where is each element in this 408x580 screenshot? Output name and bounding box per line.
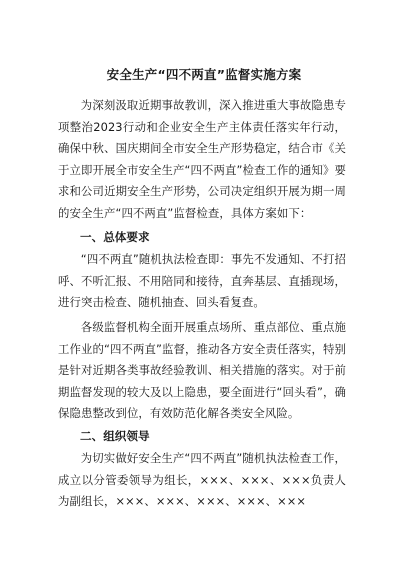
- intro-paragraph: 为深刻汲取近期事故教训，深入推进重大事故隐患专项整治2023行动和企业安全生产主体责任落实年行动，确保中秋、国庆期间全市安全生产形势稳定，结合市《关于立即开展全市安全生产“四不两直”检查工作的通知》要求和公司近期安全生产形势，公司决定组织开展为期一周的安全生产“四不两直”监督检查，具体方案如下：: [58, 98, 346, 220]
- section-heading-organization-leadership: 二、组织领导: [80, 429, 150, 443]
- paragraph-four-nots-definition: “四不两直”随机执法检查即：事先不发通知、不打招呼、不听汇报、不用陪同和接待，直奔基层、直插现场，进行突击检查、随机抽查、回头看复查。: [58, 252, 346, 310]
- document-title: 安全生产“四不两直”监督实施方案: [106, 67, 302, 82]
- paragraph-supervision-scope: 各级监督机构全面开展重点场所、重点部位、重点施工作业的“四不两直”监督，推动各方安全责任落实，特别是针对近期各类事故经验教训、相关措施的落实。对于前期监督发现的较大及以上隐患，要全面进行“回头看”，确保隐患整改到位，有效防范化解各类安全风险。: [58, 320, 346, 421]
- section-heading-general-requirements: 一、总体要求: [80, 230, 150, 244]
- paragraph-leadership-group: 为切实做好安全生产“四不两直”随机执法检查工作，成立以分管委领导为组长，×××、×××、×××负责人为副组长，×××、×××、×××、×××、×××: [58, 451, 346, 509]
